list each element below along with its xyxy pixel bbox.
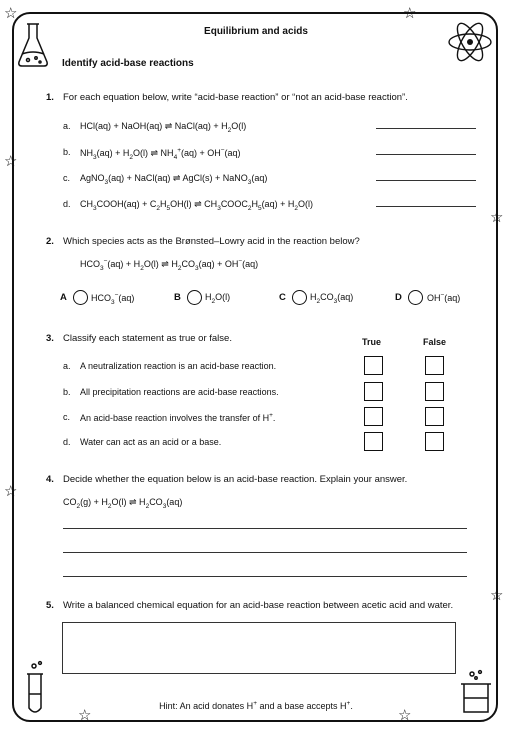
q3b-false-checkbox[interactable] [425, 382, 444, 401]
q2-option-c-letter: C [279, 292, 286, 303]
q2-equation: $HCO_3^-(aq) + H_2O(l)$ ⇌ $H_2CO_3(aq) + OH^-(aq)$ [80, 258, 259, 272]
q4-answer-line[interactable] [63, 552, 467, 553]
q3b-true-checkbox[interactable] [364, 382, 383, 401]
q3b-letter: b. [63, 387, 71, 397]
true-column-header: True [362, 337, 382, 347]
q4-equation: $CO_2(g) + H_2O(l)$ ⇌ $H_2CO_3(aq)$ [63, 497, 183, 510]
q2-option-b-circle[interactable] [187, 290, 202, 305]
q1c-equation: AgNO$_3$(aq) + NaCl(aq) ⇌ AgCl(s) + NaNO$_3$(aq) [80, 173, 268, 186]
q2-option-b-letter: B [174, 292, 181, 303]
q3a-false-checkbox[interactable] [425, 356, 444, 375]
q2-option-d-letter: D [395, 292, 402, 303]
q2-option-d-circle[interactable] [408, 290, 423, 305]
star-icon: ☆ [4, 483, 18, 500]
q1d-equation: $CH_3COOH(aq) + C_2H_5OH(l)$ ⇌ $CH_3COOC_2H_5(aq) + H_2O(l)$ [80, 199, 313, 212]
q3d-statement: Water can act as an acid or a base. [80, 437, 222, 447]
q4-text: Decide whether the equation below is an acid-base reaction. Explain your answer. [63, 474, 408, 485]
section-subtitle: Identify acid-base reactions [62, 58, 194, 69]
q2-text: Which species acts as the Brønsted–Lowry acid in the reaction below? [63, 236, 360, 247]
q1b-answer-line[interactable] [376, 154, 476, 155]
q1b-letter: b. [63, 147, 71, 157]
star-icon: ☆ [398, 707, 412, 724]
q2-option-a-circle[interactable] [73, 290, 88, 305]
q2-option-c-circle[interactable] [292, 290, 307, 305]
q3c-false-checkbox[interactable] [425, 407, 444, 426]
q2-option-a-label: $HCO_3^-(aq)$ [91, 292, 135, 306]
q1a-letter: a. [63, 121, 71, 131]
q4-number: 4. [46, 474, 54, 485]
q3d-false-checkbox[interactable] [425, 432, 444, 451]
q4-answer-line[interactable] [63, 576, 467, 577]
q3a-true-checkbox[interactable] [364, 356, 383, 375]
star-icon: ☆ [4, 5, 18, 22]
q2-option-d-label: OH−(aq) [427, 292, 461, 303]
q3-text: Classify each statement as true or false. [63, 333, 232, 344]
q2-option-b-label: $H_2O(l)$ [205, 292, 231, 305]
page-title: Equilibrium and acids [204, 26, 308, 37]
q2-option-a-letter: A [60, 292, 67, 303]
hint-text: Hint: An acid donates H+ and a base accepts H+. [159, 700, 353, 711]
star-icon: ☆ [490, 209, 504, 226]
q1c-answer-line[interactable] [376, 180, 476, 181]
q1b-equation: $NH_3(aq) + H_2O(l)$ ⇌ $NH_4^+(aq) + OH^-(aq)$ [80, 147, 241, 161]
star-icon: ☆ [403, 5, 417, 22]
q3a-letter: a. [63, 361, 71, 371]
q3b-statement: All precipitation reactions are acid-base reactions. [80, 387, 279, 397]
star-icon: ☆ [490, 587, 504, 604]
q3c-statement: An acid-base reaction involves the transfer of H+. [80, 412, 276, 423]
q3d-true-checkbox[interactable] [364, 432, 383, 451]
q5-number: 5. [46, 600, 54, 611]
q1d-letter: d. [63, 199, 71, 209]
q2-option-c-label: $H_2CO_3(aq)$ [310, 292, 354, 305]
q5-text: Write a balanced chemical equation for an acid-base reaction between acetic acid and water. [63, 600, 454, 611]
q3c-letter: c. [63, 412, 71, 422]
q5-answer-box[interactable] [62, 622, 456, 674]
q2-number: 2. [46, 236, 54, 247]
q1-text: For each equation below, write “acid-base reaction” or “not an acid-base reaction”. [63, 92, 408, 103]
star-icon: ☆ [4, 153, 18, 170]
q3-number: 3. [46, 333, 54, 344]
star-icon: ☆ [78, 707, 92, 724]
q1a-answer-line[interactable] [376, 128, 476, 129]
q1d-answer-line[interactable] [376, 206, 476, 207]
q4-answer-line[interactable] [63, 528, 467, 529]
q3d-letter: d. [63, 437, 71, 447]
q3a-statement: A neutralization reaction is an acid-base reaction. [80, 361, 277, 371]
q1c-letter: c. [63, 173, 71, 183]
false-column-header: False [423, 337, 447, 347]
q3c-true-checkbox[interactable] [364, 407, 383, 426]
q1a-equation: HCl(aq) + NaOH(aq) ⇌ NaCl(aq) + $H_2O(l)$ [80, 121, 247, 134]
q1-number: 1. [46, 92, 54, 103]
